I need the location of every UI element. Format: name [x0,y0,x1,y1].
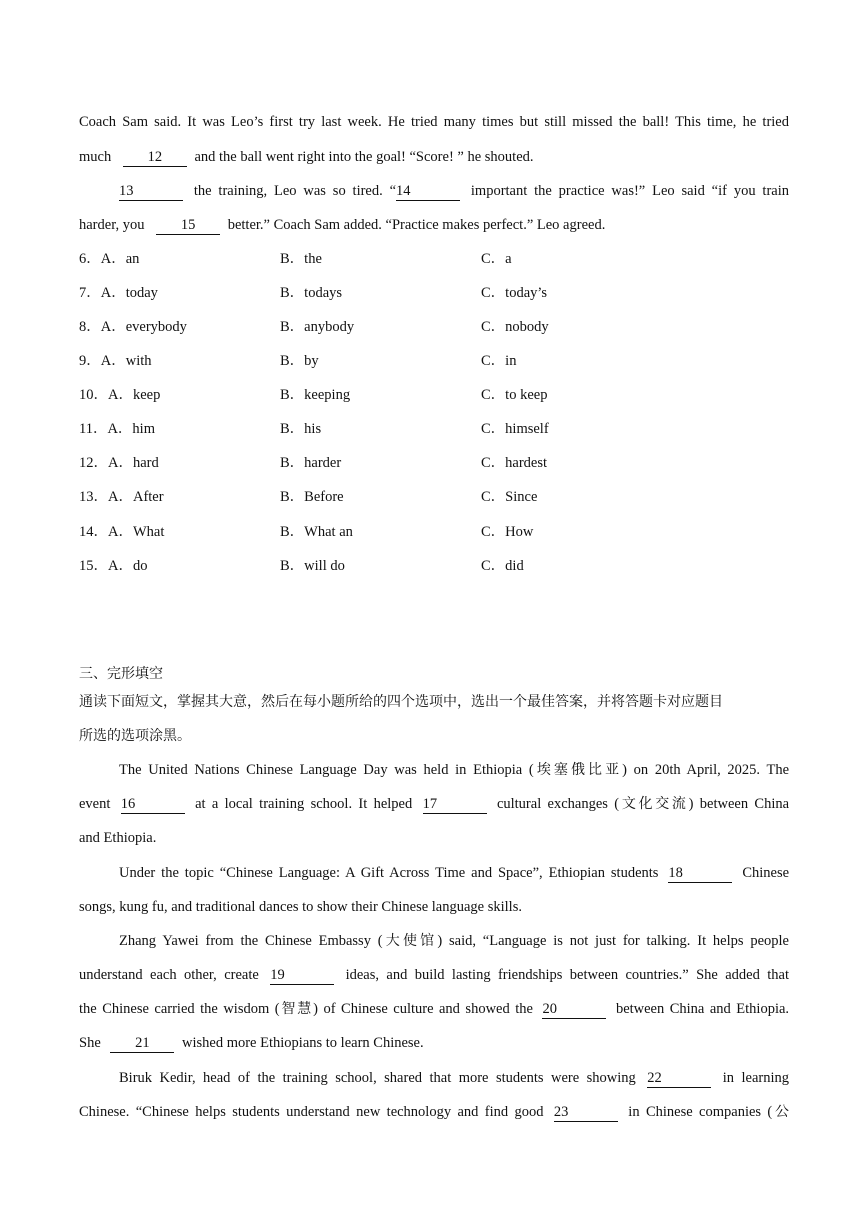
option-c: C．a [481,251,512,267]
option-a: 7．A．today [79,285,158,301]
blank-18: 18 [668,865,732,883]
text: the Chinese carried the wisdom ( [79,1001,280,1017]
option-b: B．harder [280,455,342,471]
text: and the ball went right into the goal! “Score! ” he shouted. [194,149,534,165]
option-c: C．Since [481,489,538,505]
option-c: C．to keep [481,387,548,403]
option-a: 12．A．hard [79,455,159,471]
passage-b-line-7 [79,965,789,985]
text: songs, kung fu, and traditional dances to show their Chinese language skills. [79,899,522,915]
option-a: 14．A．What [79,524,165,540]
option-b: B．Before [280,489,344,505]
blank-22: 22 [647,1070,711,1088]
option-c: C．himself [481,421,549,437]
option-row-11 [79,419,779,439]
option-row-10 [79,385,779,405]
option-row-6 [79,249,779,269]
blank-21: 21 [110,1035,174,1053]
option-c: C．hardest [481,455,548,471]
blank-12: 12 [123,149,187,167]
text: Coach Sam said. It was Leo’s first try last week. He tried many times but still missed the ball! This time, he tried [79,114,789,130]
option-a: 10．A．keep [79,387,161,403]
chinese-gloss: 智慧 [279,1001,314,1017]
passage-b-line-8 [79,999,789,1019]
section-heading: 三、完形填空 [79,666,163,682]
passage-b-line-5 [79,897,789,917]
option-b: B．keeping [280,387,351,403]
passage-b-line-2 [79,794,789,814]
option-a: 13．A．After [79,489,164,505]
option-a: 9．A．with [79,353,152,369]
option-b: B．anybody [280,319,355,335]
option-c: C．How [481,524,534,540]
option-row-7 [79,283,779,303]
blank-16: 16 [121,796,185,814]
passage-b-line-11 [79,1102,789,1122]
text: understand each other, create [79,967,259,983]
text: harder, you [79,217,145,233]
option-b: B．will do [280,558,345,574]
section-instructions-1: 通读下面短文，掌握其大意，然后在每小题所给的四个选项中，选出一个最佳答案，并将答题卡对应题目 [79,694,723,710]
section-instructions-2: 所选的选项涂黑。 [79,728,191,744]
option-b: B．the [280,251,322,267]
chinese-gloss: 公 [772,1104,790,1120]
text: wished more Ethiopians to learn Chinese. [182,1035,424,1051]
option-a: 11．A．him [79,421,155,437]
passage-b-line-10 [119,1068,789,1088]
text: Chinese. “Chinese helps students understand new technology and find good [79,1104,544,1120]
passage-b-line-1 [119,760,789,780]
option-row-13 [79,487,779,507]
passage-a-line-1 [79,112,789,132]
text: ) said, “Language is not just for talking. It helps people [437,933,789,949]
text: ) between China [688,796,790,812]
option-b: B．by [280,353,319,369]
text: ) on 20th April, 2025. The [622,762,790,778]
option-b: B．todays [280,285,343,301]
passage-b-line-9 [79,1033,789,1053]
option-a: 15．A．do [79,558,148,574]
passage-a-line-2 [79,147,789,167]
text: in Chinese companies ( [628,1104,773,1120]
option-row-14 [79,522,779,542]
text: event [79,796,111,812]
blank-19: 19 [270,967,334,985]
passage-b-line-4 [119,863,789,883]
option-a: 6．A．an [79,251,140,267]
text: and Ethiopia. [79,830,157,846]
text: The United Nations Chinese Language Day was held in Ethiopia ( [119,762,534,778]
option-b: B．his [280,421,322,437]
option-row-15 [79,556,779,576]
text: She [79,1035,101,1051]
blank-17: 17 [423,796,487,814]
passage-a-line-3 [119,181,789,201]
option-b: B．What an [280,524,353,540]
blank-14: 14 [396,183,460,201]
passage-b-line-6 [119,931,789,951]
passage-a-line-4 [79,215,789,235]
chinese-gloss: 埃塞俄比亚 [533,762,623,778]
text: Biruk Kedir, head of the training school, shared that more students were showing [119,1070,636,1086]
text: better.” Coach Sam added. “Practice makes perfect.” Leo agreed. [227,217,606,233]
blank-13: 13 [119,183,183,201]
text: important the practice was!” Leo said “if you train [470,183,790,199]
option-row-9 [79,351,779,371]
passage-b-line-3 [79,828,789,848]
text: cultural exchanges ( [496,796,620,812]
option-c: C．in [481,353,517,369]
option-a: 8．A．everybody [79,319,187,335]
text: between China and Ethiopia. [615,1001,790,1017]
option-row-12 [79,453,779,473]
option-c: C．nobody [481,319,549,335]
blank-15: 15 [156,217,220,235]
option-row-8 [79,317,779,337]
text: in learning [722,1070,790,1086]
text: ideas, and build lasting friendships between countries.” She added that [345,967,789,983]
text: the training, Leo was so tired. “ [193,183,397,199]
text: ) of Chinese culture and showed the [313,1001,533,1017]
chinese-gloss: 大使馆 [382,933,438,949]
option-c: C．today’s [481,285,548,301]
chinese-gloss: 文化交流 [619,796,689,812]
text: Under the topic “Chinese Language: A Gift Across Time and Space”, Ethiopian students [119,865,659,881]
text: Zhang Yawei from the Chinese Embassy ( [119,933,383,949]
blank-20: 20 [542,1001,606,1019]
option-c: C．did [481,558,524,574]
text: much [79,149,112,165]
text: at a local training school. It helped [195,796,413,812]
blank-23: 23 [554,1104,618,1122]
text: Chinese [742,865,790,881]
